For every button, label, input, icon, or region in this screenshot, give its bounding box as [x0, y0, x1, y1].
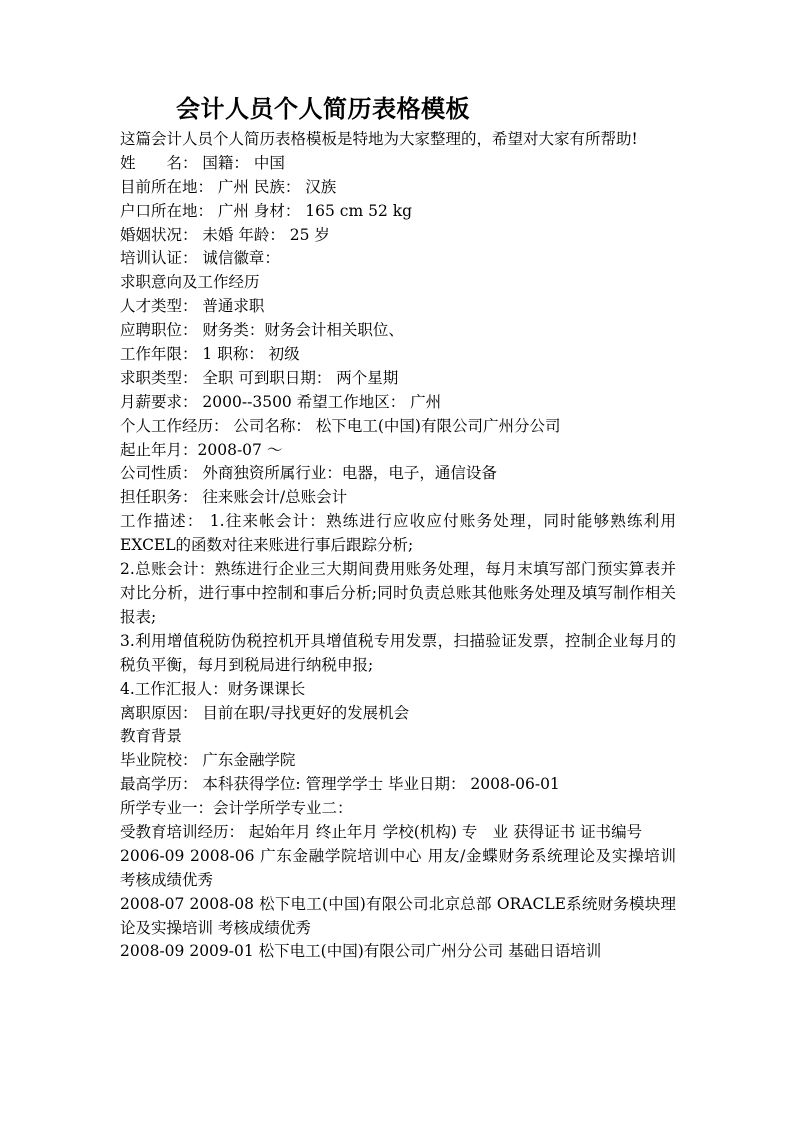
training-entry-1: 2006-09 2008-06 广东金融学院培训中心 用友/金蝶财务系统理论及实操培训 考核成绩优秀 [120, 846, 676, 889]
training-cert-line: 培训认证： 诚信徽章： [120, 249, 280, 268]
training-entry-3: 2008-09 2009-01 松下电工(中国)有限公司广州分公司 基础日语培训 [120, 942, 602, 961]
job-description-paragraph-3: 3.利用增值税防伪税控机开具增值税专用发票，扫描验证发票，控制企业每月的税负平衡，每月到税局进行纳税申报; [120, 631, 676, 674]
major-line: 所学专业一：会计学所学专业二： [120, 799, 353, 818]
talent-type-line: 人才类型： 普通求职 [120, 297, 265, 316]
document-title: 会计人员个人简历表格模板 [176, 94, 470, 123]
school-line: 毕业院校： 广东金融学院 [120, 751, 296, 770]
training-header-paragraph: 受教育培训经历： 起始年月 终止年月 学校(机构) 专 业 获得证书 证书编号 [120, 822, 643, 841]
section-heading-job-intent: 求职意向及工作经历 [120, 273, 260, 292]
job-description-paragraph-2: 2.总账会计：熟练进行企业三大期间费用账务处理，每月末填写部门预实算表并对比分析，进行事中控制和事后分析;同时负责总账其他账务处理及填写制作相关报表; [120, 560, 676, 626]
location-ethnicity-line: 目前所在地： 广州 民族： 汉族 [120, 177, 337, 196]
salary-region-line: 月薪要求： 2000--3500 希望工作地区： 广州 [120, 392, 442, 411]
job-description-paragraph-1: 工作描述： 1.往来帐会计：熟练进行应收应付账务处理，同时能够熟练利用EXCEL的函数对往来账进行事后跟踪分析; [120, 512, 676, 555]
intro-paragraph: 这篇会计人员个人简历表格模板是特地为大家整理的，希望对大家有所帮助! [120, 130, 638, 148]
hukou-physique-line: 户口所在地： 广州 身材： 165 cm 52 kg [120, 201, 413, 220]
work-years-title-line: 工作年限： 1 职称： 初级 [120, 345, 300, 364]
training-entry-2: 2008-07 2008-08 松下电工(中国)有限公司北京总部 ORACLE系统财务模块理论及实操培训 考核成绩优秀 [120, 894, 676, 937]
position-held-line: 担任职务： 往来账会计/总账会计 [120, 488, 348, 507]
marital-age-line: 婚姻状况： 未婚 年龄： 25 岁 [120, 225, 330, 244]
applied-position-line: 应聘职位： 财务类：财务会计相关职位、 [120, 321, 404, 340]
start-end-date-line: 起止年月：2008-07 ～ [120, 440, 283, 459]
document-body [120, 128, 676, 964]
work-experience-company-line: 个人工作经历： 公司名称： 松下电工(中国)有限公司广州分公司 [120, 416, 561, 435]
degree-line: 最高学历： 本科获得学位: 管理学学士 毕业日期： 2008-06-01 [120, 775, 560, 794]
report-to-line: 4.工作汇报人：财务课课长 [120, 679, 306, 698]
leave-reason-line: 离职原因： 目前在职/寻找更好的发展机会 [120, 703, 410, 722]
section-heading-education: 教育背景 [120, 727, 183, 746]
job-type-availability-line: 求职类型： 全职 可到职日期： 两个星期 [120, 368, 399, 387]
name-nationality-line: 姓 名： 国籍： 中国 [120, 153, 285, 172]
company-nature-line: 公司性质： 外商独资所属行业：电器，电子，通信设备 [120, 464, 497, 483]
